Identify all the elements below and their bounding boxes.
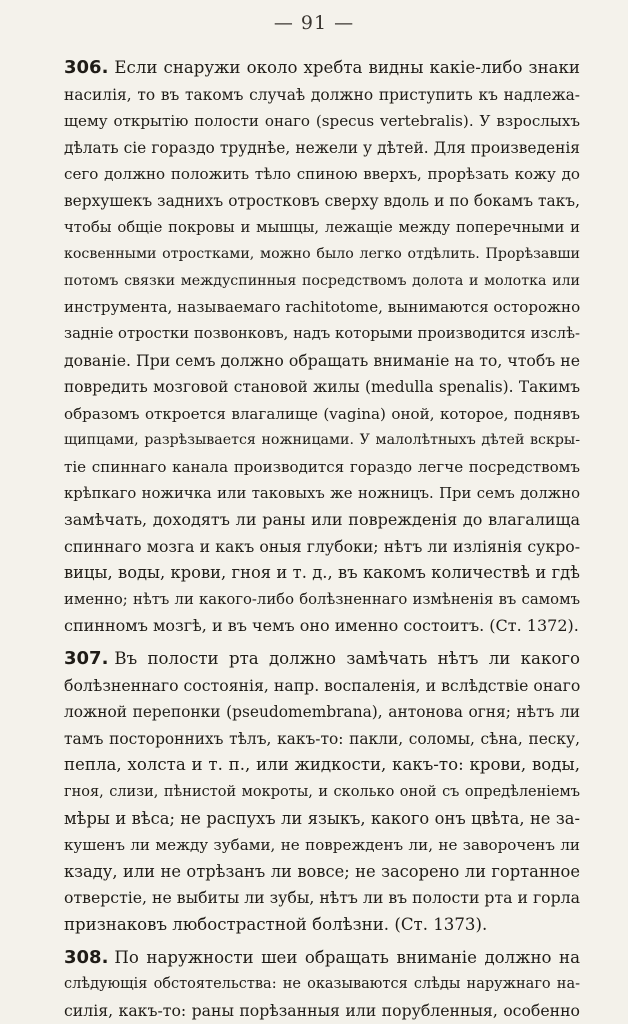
text-line: кушенъ ли между зубами, не поврежденъ ли, не завороченъ ли [64,836,580,855]
text-line: дованіе. При семъ должно обращать вниманіе на то, чтобъ не [64,350,580,370]
page-number: — 91 — [273,12,355,34]
paragraph-number: 308. [64,946,109,968]
line-text: Въ полости рта должно замѣчать нѣтъ ли какого [114,649,580,669]
text-line: гноя, слизи, пѣнистой мокроты, и сколько оной съ опредѣленіемъ [64,784,580,801]
text-line: верхушекъ заднихъ отростковъ сверху вдоль и по бокамъ такъ, [64,191,580,210]
text-line: именно; нѣтъ ли какого-либо болѣзненнаго измѣненія въ самомъ [64,590,580,608]
text-line: задніе отростки позвонковъ, надъ которыми производится изслѣ- [64,324,580,342]
paragraph-307 [64,646,580,939]
text-line: силія, какъ-то: раны порѣзанныя или порубленныя, особенно [64,1000,580,1020]
text-line: инструмента, называемаго rachitotome, вынимаются осторожно [64,298,580,317]
text-line: ложной перепонки (pseudomembrana), антонова огня; нѣтъ ли [64,703,580,722]
text-line: крѣпкаго ножичка или таковыхъ же ножницъ. При семъ должно [64,484,580,502]
text-line: дѣлать сіе гораздо труднѣе, нежели у дѣтей. Для произведенія [64,138,580,157]
line-text: По наружности шеи обращать вниманіе должно на [114,947,580,967]
text-line: насилія, то въ такомъ случаѣ должно приступить къ надлежа- [64,85,580,104]
paragraph-306 [64,55,580,640]
text-body [64,55,580,1024]
text-line: спиннаго мозга и какъ оныя глубоки; нѣтъ ли изліянія сукро- [64,536,580,556]
text-line [64,55,580,82]
text-line: кзаду, или не отрѣзанъ ли вовсе; не засорено ли гортанное [64,861,580,881]
text-line: образомъ откроется влагалище (vagina) оной, которое, поднявъ [64,404,580,423]
text-line: вицы, воды, крови, гноя и т. д., въ какомъ количествѣ и гдѣ [64,563,580,583]
paragraph-number: 306. [64,57,109,78]
text-line: мѣры и вѣса; не распухъ ли языкъ, какого онъ цвѣта, не за- [64,808,580,828]
text-line [64,945,580,972]
text-line: отверстіе, не выбиты ли зубы, нѣтъ ли въ полости рта и горла [64,888,580,908]
text-line: щипцами, разрѣзывается ножницами. У малолѣтныхъ дѣтей вскры- [64,432,580,449]
text-line: косвенными отростками, можно было легко отдѣлить. Прорѣзавши [64,246,580,263]
text-line: повредить мозговой становой жилы (medulla spenalis). Такимъ [64,378,580,397]
text-line: болѣзненнаго состоянія, напр. воспаленія, и вслѣдствіе онаго [64,675,580,695]
text-line: признаковъ любострастной болѣзни. (Ст. 1373). [64,915,488,934]
text-line: пепла, холста и т. п., или жидкости, какъ-то: крови, воды, [64,755,580,775]
text-line: тамъ постороннихъ тѣлъ, какъ-то: пакли, соломы, сѣна, песку, [64,729,580,748]
line-text: Если снаружи около хребта видны какіе-либо знаки [114,58,580,77]
paragraph-number: 307. [64,648,109,670]
text-line: потомъ связки междуспинныя посредствомъ долота и молотка или [64,272,580,289]
paragraph-308 [64,945,580,1024]
text-line: слѣдующія обстоятельства: не оказываются слѣды наружнаго на- [64,976,580,993]
text-line: сего должно положить тѣло спиною вверхъ, прорѣзать кожу до [64,165,580,184]
text-line: спинномъ мозгѣ, и въ чемъ оно именно состоитъ. (Ст. 1372). [64,616,579,636]
text-line: замѣчать, доходятъ ли раны или поврежденія до влагалища [64,510,580,530]
text-line: щему открытію полости онаго (specus vertebralis). У взрослыхъ [64,112,580,131]
text-line: тіе спиннаго канала производится гораздо легче посредствомъ [64,457,580,476]
text-line: чтобы общіе покровы и мышцы, лежащіе между поперечными и [64,218,580,236]
text-line [64,646,580,673]
